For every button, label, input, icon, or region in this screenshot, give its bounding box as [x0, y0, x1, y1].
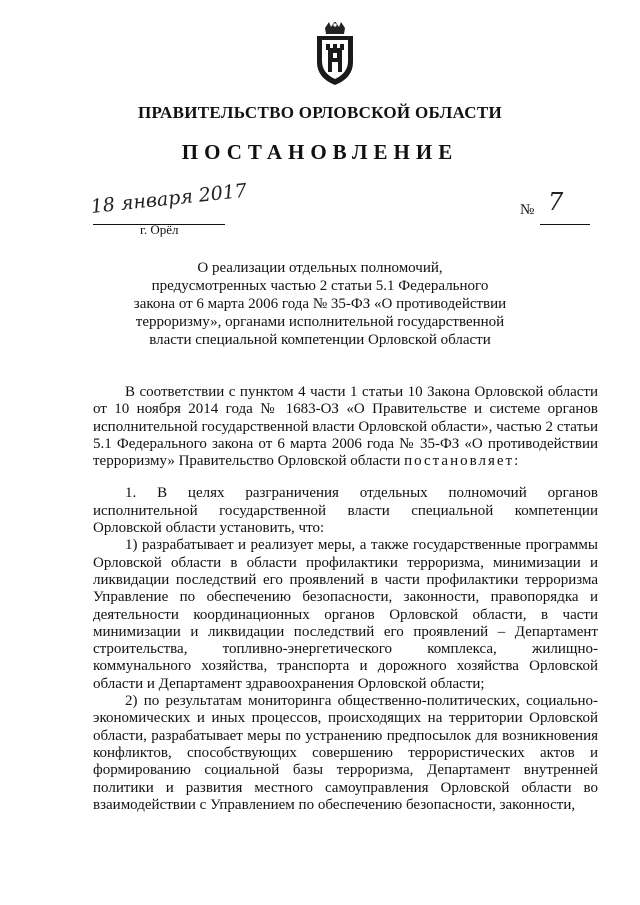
item-1-subitem-1: 1) разрабатывает и реализует меры, а также государственные программы Орловской области в области профилактики терроризма, минимизации и ликвидации последствий его проявлений в части профилактики терроризма Управление по обеспечению безопасности, законности, правопорядка и деятельности координационных органов Орловской области, в части минимизации и ликвидации последствий его проявлений – Департамент строительства, топливно-энергетического комплекса, жилищно-коммунального хозяйства, транспорта и дорожного хозяйства Орловской области и Департамент здравоохранения Орловской области;: [93, 537, 598, 692]
decree-word: постановляет:: [404, 453, 521, 470]
subject-line: О реализации отдельных полномочий,: [197, 260, 443, 276]
government-name: ПРАВИТЕЛЬСТВО ОРЛОВСКОЙ ОБЛАСТИ: [137, 103, 503, 122]
document-body: [93, 384, 598, 814]
item-1-intro: 1. В целях разграничения отдельных полномочий органов исполнительной государственной власти специальной компетенции Орловской области установить, что:: [93, 485, 598, 537]
preamble-text: В соответствии с пунктом 4 части 1 статьи 10 Закона Орловской области от 10 ноября 2014 года № 1683-ОЗ «О Правительстве и системе органов исполнительной государственной власти Орловской области», частью 2 статьи 5.1 Федерального закона от 6 марта 2006 года № 35-ФЗ «О противодействии терроризму» Правительство Орловской области: [93, 384, 598, 470]
item-1-subitem-2: 2) по результатам мониторинга общественно-политических, социально-экономических и иных процессов, происходящих на территории Орловской области, разрабатывает меры по устранению предпосылок для возникновения конфликтов, способствующих совершению террористических актов и формированию социальной базы терроризма, Департамент внутренней политики и развития местного самоуправления Орловской области во взаимодействии с Управлением по обеспечению безопасности, законности,: [93, 693, 598, 813]
number-underline: [540, 224, 590, 225]
handwritten-date: 18 января 2017: [89, 179, 248, 218]
document-type: ПОСТАНОВЛЕНИЕ: [181, 140, 459, 164]
handwritten-number: 7: [548, 188, 564, 216]
subject-line: терроризму», органами исполнительной государственной: [135, 314, 505, 330]
coat-of-arms-icon: [311, 22, 359, 86]
city-label: г. Орёл: [140, 222, 179, 237]
number-label: №: [520, 202, 535, 218]
subject-line: предусмотренных частью 2 статьи 5.1 Федерального: [151, 278, 489, 294]
subject-line: закона от 6 марта 2006 года № 35-ФЗ «О противодействии: [133, 296, 507, 312]
preamble-paragraph: [93, 384, 598, 470]
document-subject: [120, 259, 520, 349]
subject-line: власти специальной компетенции Орловской области: [149, 332, 491, 348]
